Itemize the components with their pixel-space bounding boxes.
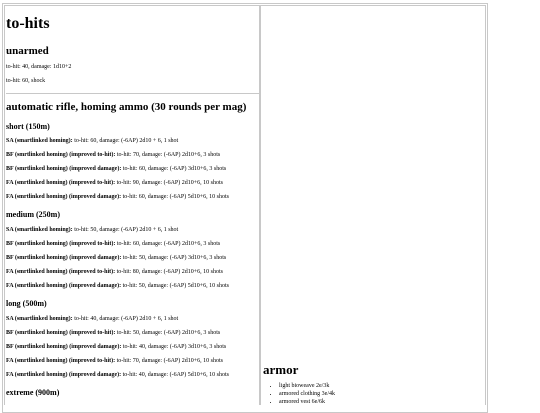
attack-stats: to-hit: 40, damage: (-6AP) 3d10+6, 3 shots [121,344,227,350]
attack-stats: to-hit: 80, damage: (-6AP) 2d10+6, 10 shots [115,269,223,275]
armor-item: • armored vest 6e/6k [279,398,335,405]
attack-line [6,227,178,233]
attack-stats: to-hit: 60, damage: (-6AP) 3d10+6, 3 shots [121,166,227,172]
attack-line [6,330,220,336]
attack-stats: to-hit: 50, damage: (-6AP) 2d10+6, 3 shots [115,330,221,336]
attack-mode: SA (smartlinked homing): [6,316,73,322]
unarmed-heading: unarmed [6,45,49,57]
attack-line [6,152,220,158]
attack-line [6,166,226,172]
attack-mode: FA (smrtlinked homing) (improved to-hit): [6,180,116,186]
attack-mode: SA (smartlinked homing): [6,138,73,144]
attack-mode: BF (smrtlinked homing) (improved to-hit): [6,152,116,158]
attack-mode: SA (smartlinked homing): [6,227,73,233]
armor-item: • armored clothing 3e/4k [279,390,335,398]
attack-stats: to-hit: 60, damage: (-6AP) 5d10+6, 10 shots [121,194,229,200]
attack-line [6,269,223,275]
attack-stats: to-hit: 90, damage: (-6AP) 2d10+6, 10 shots [115,180,223,186]
attack-line [6,138,178,144]
attack-stats: to-hit: 60, damage: (-6AP) 2d10+6, 3 shots [115,241,221,247]
attack-mode: FA (smrtlinked homing) (improved damage): [6,194,122,200]
attack-stats: to-hit: 40, damage: (-6AP) 2d10 + 6, 1 shot [72,316,179,322]
attack-mode: BF (smrtlinked homing) (improved damage): [6,344,122,350]
attack-stats: to-hit: 50, damage: (-6AP) 2d10 + 6, 1 shot [72,227,179,233]
attack-mode: BF (smrtlinked homing) (improved to-hit): [6,241,116,247]
range-heading-extreme: extreme (900m) [6,388,60,397]
attack-stats: to-hit: 50, damage: (-6AP) 5d10+6, 10 shots [121,283,229,289]
attack-line [6,358,223,364]
attack-mode: FA (smrtlinked homing) (improved damage): [6,283,122,289]
attack-mode: BF (smrtlinked homing) (improved damage): [6,166,122,172]
attack-stats: to-hit: 40, damage: (-6AP) 5d10+6, 10 shots [121,372,229,378]
range-heading-medium: medium (250m) [6,210,60,219]
attack-stats: to-hit: 70, damage: (-6AP) 2d10+6, 3 shots [115,152,221,158]
attack-line [6,372,229,378]
range-heading-short: short (150m) [6,122,50,131]
rifle-heading: automatic rifle, homing ammo (30 rounds per mag) [6,101,247,113]
attack-stats: to-hit: 60, damage: (-6AP) 2d10 + 6, 1 shot [72,138,179,144]
armor-panel [260,5,486,405]
attack-mode: FA (smrtlinked homing) (improved to-hit): [6,269,116,275]
attack-stats: to-hit: 70, damage: (-6AP) 2d10+6, 10 shots [115,358,223,364]
attack-line [6,194,229,200]
attack-mode: BF (smrtlinked homing) (improved to-hit): [6,330,116,336]
attack-line [6,255,226,261]
attack-mode: FA (smrtlinked homing) (improved to-hit): [6,358,116,364]
attack-mode: BF (smrtlinked homing) (improved damage): [6,255,122,261]
attack-line [6,283,229,289]
section-divider [6,93,260,94]
attack-line [6,241,220,247]
range-heading-long: long (500m) [6,299,47,308]
attack-mode: FA (smrtlinked homing) (improved damage): [6,372,122,378]
attack-line [6,316,178,322]
attack-stats: to-hit: 50, damage: (-6AP) 3d10+6, 3 shots [121,255,227,261]
tohits-title: to-hits [6,15,50,32]
unarmed-line: to-hit: 40, damage: 1d10+2 [6,64,72,70]
attack-line [6,344,226,350]
unarmed-line: to-hit: 60, shock [6,78,46,84]
tohits-panel [4,5,260,405]
attack-line [6,180,223,186]
armor-item: • light bioweave 2e/3k [279,382,335,390]
armor-heading: armor [263,362,299,377]
armor-list [263,382,335,405]
